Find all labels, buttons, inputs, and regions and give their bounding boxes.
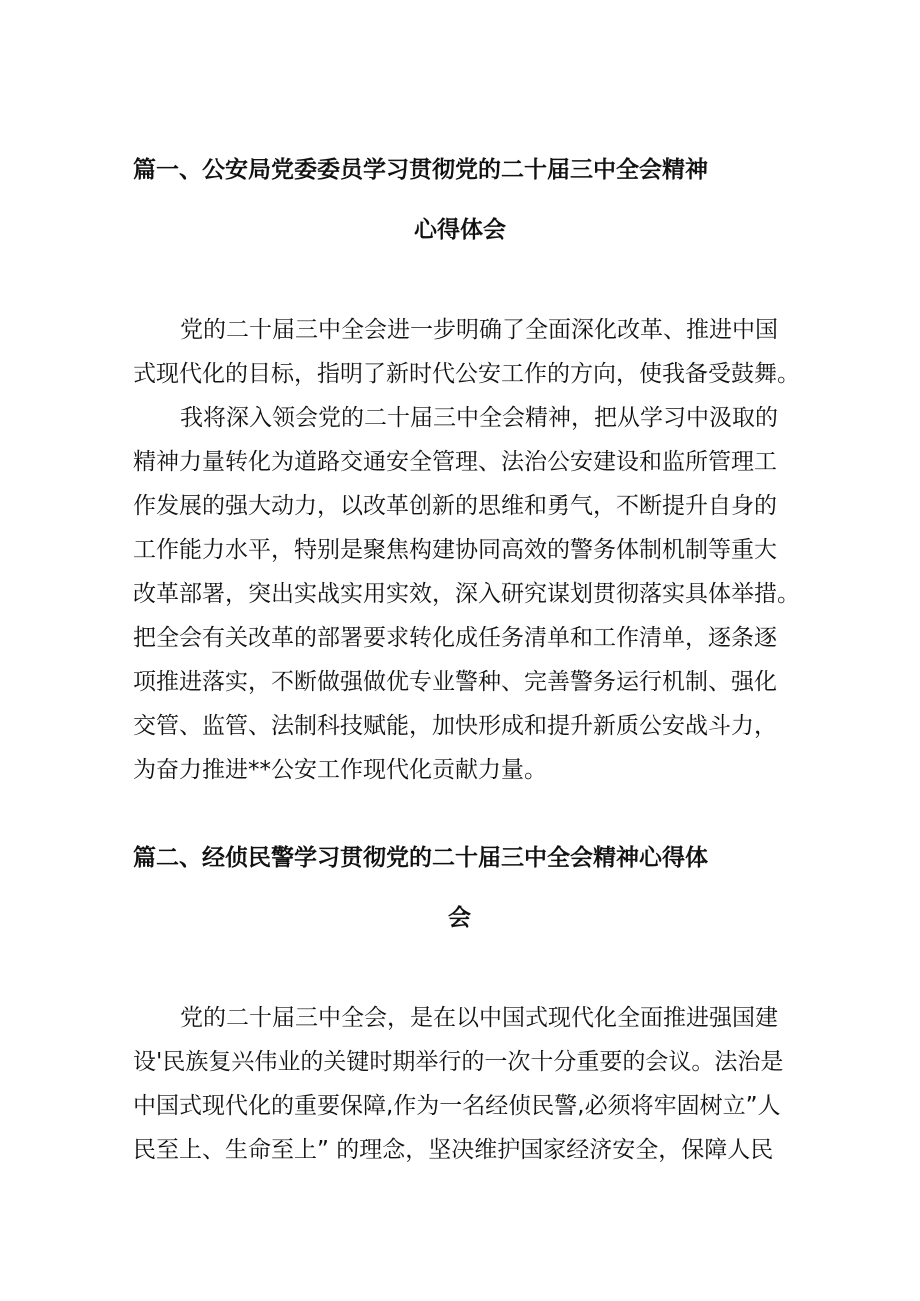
section-2-title-line-2: 会 <box>448 905 471 931</box>
section-1-paragraph-2-line-3: 作发展的强大动力，以改革创新的思维和勇气，不断提升自身的 <box>133 493 777 519</box>
section-1-paragraph-2-line-6: 把全会有关改革的部署要求转化成任务清单和工作清单，逐条逐 <box>133 625 777 651</box>
section-1-title-line-2: 心得体会 <box>414 217 506 243</box>
section-1-paragraph-2-line-4: 工作能力水平，特别是聚焦构建协同高效的警务体制机制等重大 <box>133 537 777 563</box>
section-1-paragraph-2-line-9: 为奋力推进**公安工作现代化贡献力量。 <box>133 757 547 783</box>
section-2-paragraph-1-line-3: 中国式现代化的重要保障,作为一名经侦民警,必须将牢固树立”人 <box>133 1093 781 1119</box>
section-1-paragraph-2-line-2: 精神力量转化为道路交通安全管理、法治公安建设和监所管理工 <box>133 449 777 475</box>
section-1-paragraph-2-line-8: 交管、监管、法制科技赋能，加快形成和提升新质公安战斗力， <box>133 713 777 739</box>
section-2-paragraph-1-line-2: 设'民族复兴伟业的关键时期举行的一次十分重要的会议。法治是 <box>133 1049 784 1075</box>
section-2-title-line-1: 篇二、经侦民警学习贯彻党的二十届三中全会精神心得体 <box>133 845 708 871</box>
section-1-paragraph-2-line-5: 改革部署，突出实战实用实效，深入研究谋划贯彻落实具体举措。 <box>133 581 800 607</box>
section-1-paragraph-2-line-1: 我将深入领会党的二十届三中全会精神，把从学习中汲取的 <box>180 405 778 431</box>
section-2-paragraph-1-line-4: 民至上、生命至上” 的理念，坚决维护国家经济安全，保障人民 <box>133 1137 774 1163</box>
section-2-paragraph-1-line-1: 党的二十届三中全会，是在以中国式现代化全面推进强国建 <box>180 1005 778 1031</box>
section-1-paragraph-1-line-1: 党的二十届三中全会进一步明确了全面深化改革、推进中国 <box>180 317 778 343</box>
section-1-title-line-1: 篇一、公安局党委委员学习贯彻党的二十届三中全会精神 <box>133 157 708 183</box>
section-1-paragraph-2-line-7: 项推进落实，不断做强做优专业警种、完善警务运行机制、强化 <box>133 669 777 695</box>
section-1-paragraph-1-line-2: 式现代化的目标，指明了新时代公安工作的方向，使我备受鼓舞。 <box>133 361 800 387</box>
